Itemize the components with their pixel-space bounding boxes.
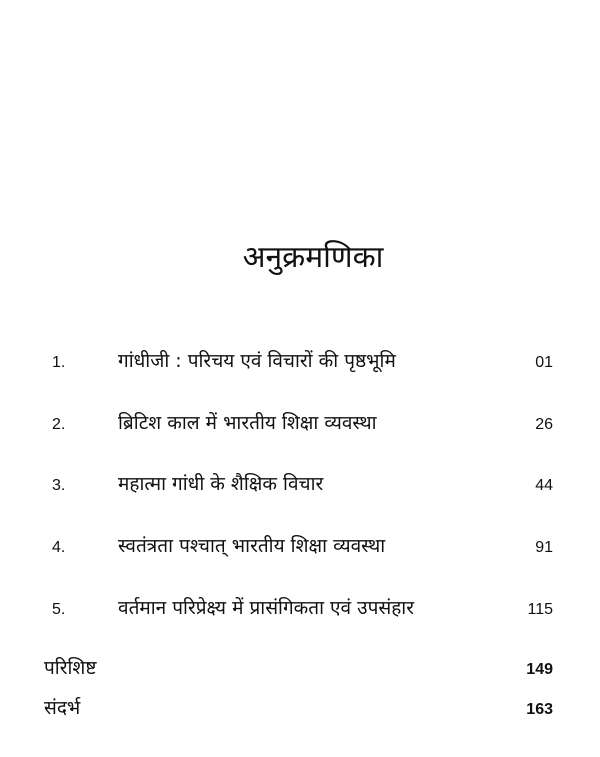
- toc-entry[interactable]: [0, 531, 600, 565]
- references-page-number: 163: [526, 701, 553, 718]
- chapter-page-number: 115: [527, 601, 553, 618]
- toc-entry[interactable]: [0, 346, 600, 380]
- chapter-page-number: 26: [535, 416, 553, 433]
- toc-entry[interactable]: [0, 469, 600, 503]
- back-matter-entry[interactable]: [0, 655, 600, 689]
- toc-entry[interactable]: [0, 408, 600, 442]
- chapter-title: ब्रिटिश काल में भारतीय शिक्षा व्यवस्था: [118, 412, 377, 434]
- page-title: अनुक्रमणिका: [242, 240, 384, 275]
- chapter-title: वर्तमान परिप्रेक्ष्य में प्रासंगिकता एवं उपसंहार: [118, 597, 414, 619]
- appendix-page-number: 149: [526, 661, 553, 678]
- chapter-number: 4.: [52, 539, 66, 556]
- chapter-title: स्वतंत्रता पश्चात् भारतीय शिक्षा व्यवस्था: [118, 535, 386, 557]
- toc-entry[interactable]: [0, 593, 600, 627]
- chapter-page-number: 91: [535, 539, 553, 556]
- chapter-page-number: 01: [535, 354, 553, 371]
- chapter-number: 2.: [52, 416, 66, 433]
- chapter-page-number: 44: [535, 477, 553, 494]
- chapter-title: गांधीजी : परिचय एवं विचारों की पृष्ठभूमि: [118, 350, 396, 372]
- chapter-number: 3.: [52, 477, 66, 494]
- chapter-number: 1.: [52, 354, 66, 371]
- references-title: संदर्भ: [44, 697, 81, 719]
- chapter-title: महात्मा गांधी के शैक्षिक विचार: [118, 473, 324, 495]
- appendix-title: परिशिष्ट: [44, 657, 97, 679]
- chapter-number: 5.: [52, 601, 66, 618]
- back-matter-entry[interactable]: [0, 695, 600, 729]
